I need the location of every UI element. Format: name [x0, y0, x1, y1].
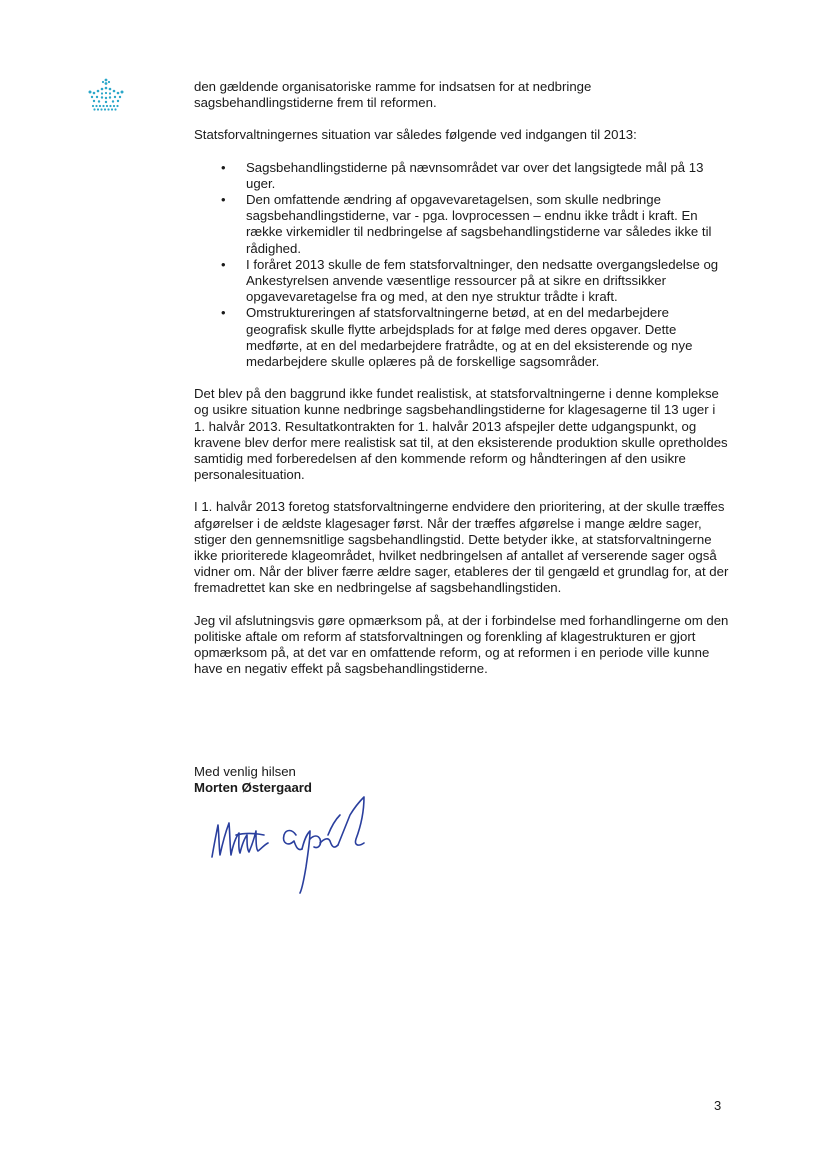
bullet-item: • Sagsbehandlingstiderne på nævnsområdet var over det langsigtede mål på 13 uger.	[194, 160, 729, 192]
closing-block	[194, 764, 312, 796]
letter-body	[194, 79, 729, 694]
page-number: 3	[714, 1098, 722, 1113]
handwritten-signature	[206, 795, 376, 900]
bullet-item: • Den omfattende ændring af opgavevaretagelsen, som skulle nedbringe sagsbehandlingstiderne, var - pga. lovprocessen – endnu ikke trådt i kraft. En række virkemidler til nedbringelse af sagsbehandlingstiderne var således ikke til rådighed.	[194, 192, 729, 257]
closing-greeting: Med venlig hilsen	[194, 764, 296, 779]
body-paragraph: Det blev på den baggrund ikke fundet realistisk, at statsforvaltningerne i denne komplekse og usikre situation kunne nedbringe sagsbehandlingstiderne for klagesagerne til 13 uger i 1. halvår 2013. Resultatkontrakten for 1. halvår 2013 afspejler dette udgangspunkt, og kravene blev derfor mere realistisk sat til, at den eksisterende produktion skulle opretholdes samtidig med forberedelsen af den kommende reform og håndteringen af den usikre personalesituation.	[194, 386, 728, 483]
body-paragraph: I 1. halvår 2013 foretog statsforvaltningerne endvidere den prioritering, at der skulle træffes afgørelser i de ældste klagesager først. Når der træffes afgørelse i mange ældre sager, stiger den gennemsnitlige sagsbehandlingstid. Dette betyder ikke, at statsforvaltningerne ikke prioriterede klageområdet, hvilket nedbringelsen af antallet af verserende sager også vidner om. Når der bliver færre ældre sager, etableres der til gengæld et grundlag for, at der fremadrettet kan ske en nedbringelse af sagsbehandlingstiden.	[194, 499, 729, 596]
bullet-item: • Omstruktureringen af statsforvaltningerne betød, at en del medarbejdere geografisk skulle flytte arbejdsplads for at følge med deres opgaver. Dette medførte, at en del medarbejdere fratrådte, og at en del eksisterende og nye medarbejdere skulle oplæres på de forskellige sagsområder.	[194, 305, 729, 370]
crown-logo-icon	[86, 78, 126, 112]
bullet-item: • I foråret 2013 skulle de fem statsforvaltninger, den nedsatte overgangsledelse og Ankestyrelsen anvende væsentlige ressourcer på at sikre en driftssikker opgavevaretagelse fra og med, at den nye struktur trådte i kraft.	[194, 257, 729, 306]
lead-paragraph: Statsforvaltningernes situation var således følgende ved indgangen til 2013:	[194, 127, 637, 143]
intro-paragraph: den gældende organisatoriske ramme for indsatsen for at nedbringe sagsbehandlingstiderne frem til reformen.	[194, 79, 592, 111]
body-paragraph: Jeg vil afslutningsvis gøre opmærksom på, at der i forbindelse med forhandlingerne om den politiske aftale om reform af statsforvaltningen og forenkling af klagestrukturen er gjort opmærksom på, at det var en omfattende reform, og at reformen i en periode ville kunne have en negativ effekt på sagsbehandlingstiderne.	[194, 612, 729, 677]
signer-name: Morten Østergaard	[194, 780, 312, 796]
bullet-list	[194, 160, 729, 371]
